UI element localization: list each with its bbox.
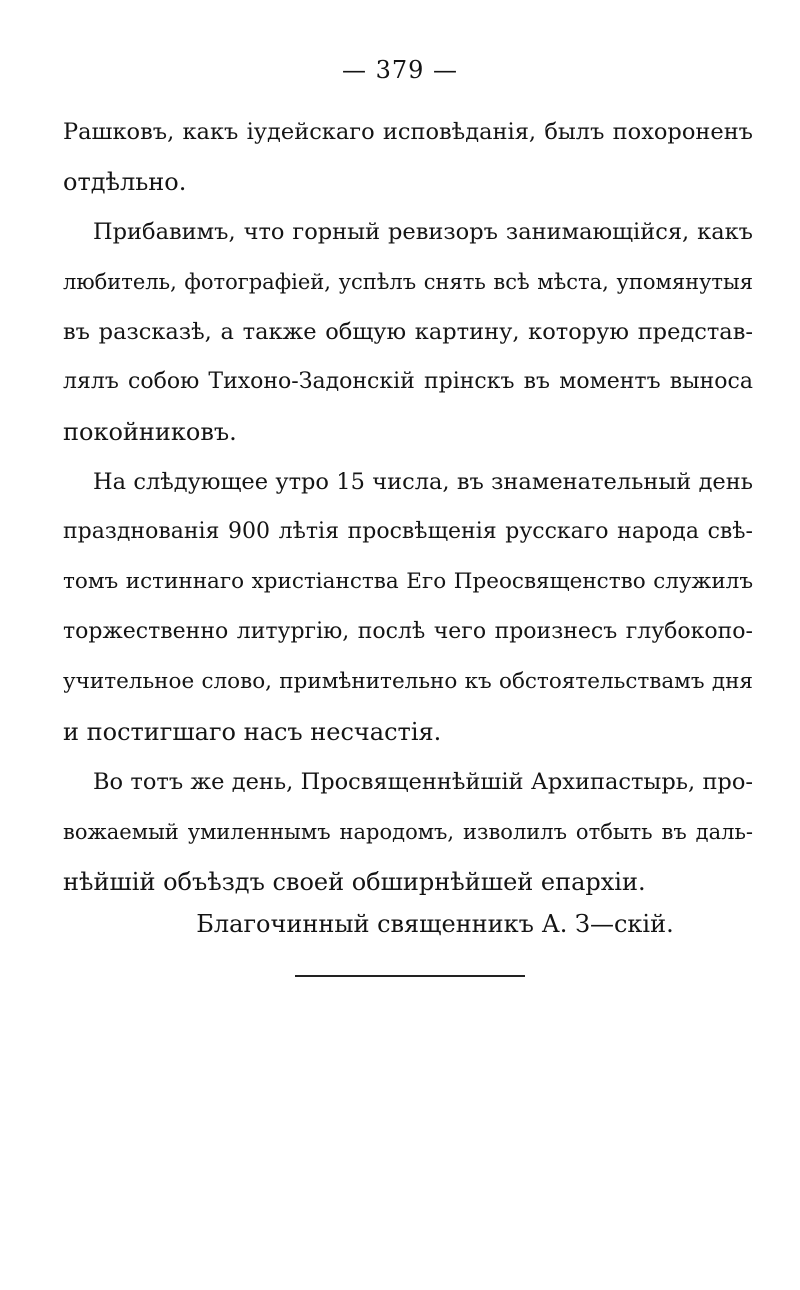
text-line: лялъ собою Тихоно-Задонскій прінскъ въ моментъ выноса — [63, 369, 753, 394]
text-line: томъ истиннаго христіанства Его Преосвященство служилъ — [63, 569, 753, 594]
text-line: торжественно литургію, послѣ чего произнесъ глубокопо- — [63, 619, 753, 644]
text-line: нѣйшій объѣздъ своей обширнѣйшей епархіи. — [63, 868, 646, 896]
signature: Благочинный священникъ А. З—скій. — [196, 910, 674, 938]
text-line: празднованія 900 лѣтія просвѣщенія русскаго народа свѣ- — [63, 519, 753, 544]
text-line: въ разсказѣ, а также общую картину, которую представ- — [63, 319, 753, 345]
text-line: учительное слово, примѣнительно къ обстоятельствамъ дня — [63, 669, 753, 694]
text-line: вожаемый умиленнымъ народомъ, изволилъ отбыть въ даль- — [63, 820, 753, 844]
text-line: Рашковъ, какъ іудейскаго исповѣданія, былъ похороненъ — [63, 119, 753, 145]
text-line: любитель, фотографіей, успѣлъ снять всѣ мѣста, упомянутыя — [63, 270, 753, 294]
closing-rule — [295, 975, 525, 977]
text-line: и постигшаго насъ несчастія. — [63, 718, 442, 746]
text-line: Прибавимъ, что горный ревизоръ занимающійся, какъ — [93, 219, 753, 245]
text-line: отдѣльно. — [63, 168, 187, 196]
page-number: — 379 — — [341, 56, 459, 84]
text-line: покойниковъ. — [63, 418, 237, 446]
text-line: Во тотъ же день, Просвященнѣйшій Архипастырь, про- — [93, 769, 753, 795]
text-line: На слѣдующее утро 15 числа, въ знаменательный день — [93, 469, 753, 495]
